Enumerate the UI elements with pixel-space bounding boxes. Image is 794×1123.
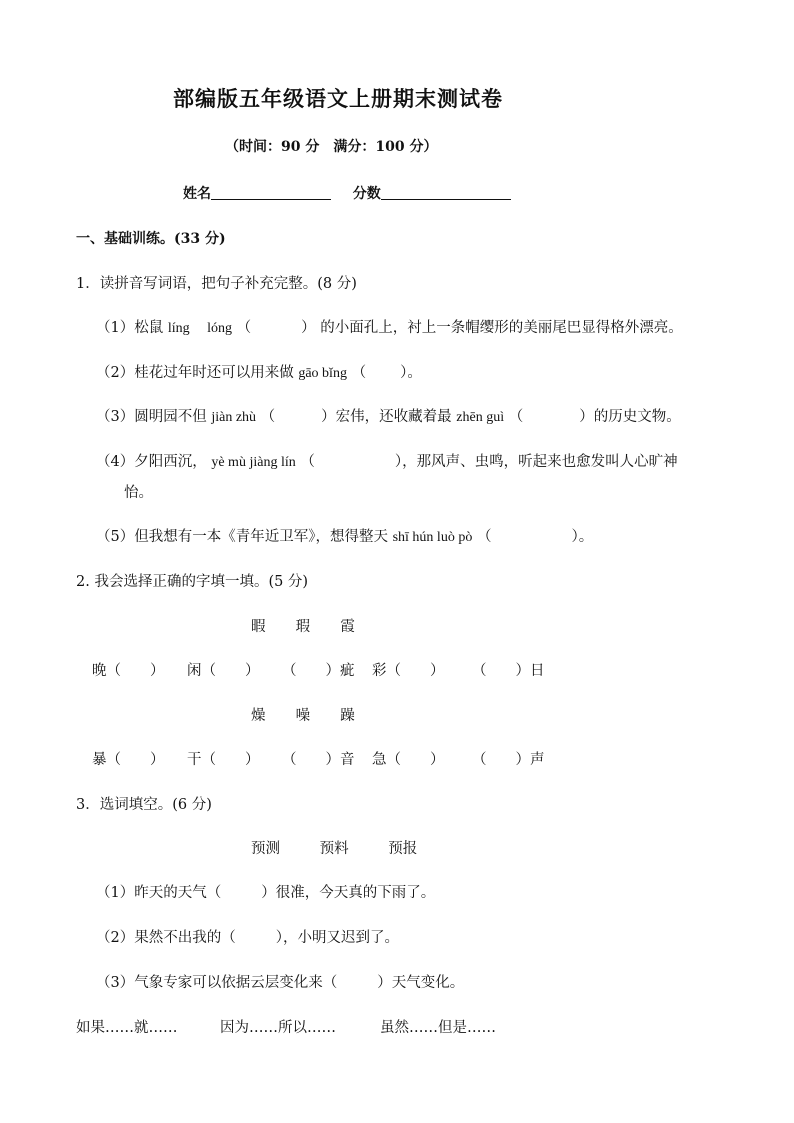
q1-item-3-pinyin: jiàn zhù xyxy=(211,410,257,425)
q2-blank[interactable]: 闲（ ） xyxy=(187,663,260,679)
q3-heading: 3．选词填空。(6 分) xyxy=(76,797,212,813)
q1-item-3-text: （3）圆明园不但 xyxy=(96,409,207,425)
q2-blank[interactable]: 彩（ ） xyxy=(372,663,445,679)
q3-item-2-text-end: ），小明又迟到了。 xyxy=(275,930,399,946)
q1-item-1-text: （1）松鼠 xyxy=(96,320,164,336)
q1-item-1-answer[interactable]: （ ） xyxy=(236,320,316,336)
q1-item-3-answer-2[interactable]: （ ） xyxy=(508,409,594,425)
q3-option: 预测 xyxy=(251,841,280,857)
q1-item-2-pinyin: gāo bǐng xyxy=(298,366,347,381)
q2-blank[interactable]: 急（ ） xyxy=(372,752,445,768)
q2-char: 噪 xyxy=(295,708,311,724)
q1-item-2-text-end: 。 xyxy=(407,365,422,381)
q2-char: 燥 xyxy=(251,708,266,724)
q1-item-1 xyxy=(96,316,683,337)
page-title: 部编版五年级语文上册期末测试卷 xyxy=(173,86,503,111)
section-heading: 一、基础训练。(33 分) xyxy=(76,231,226,247)
q1-item-2-text: （2）桂花过年时还可以用来做 xyxy=(96,365,294,381)
q1-item-3-answer-1[interactable]: （ ） xyxy=(260,409,336,425)
q3-item-2 xyxy=(96,926,399,947)
q2-char: 暇 xyxy=(251,619,266,635)
q3-item-1-text: （1）昨天的天气（ xyxy=(96,885,222,901)
q2-char: 瑕 xyxy=(295,619,311,635)
q3-option: 预料 xyxy=(319,841,349,857)
name-score-line xyxy=(183,183,511,203)
q1-heading: 1．读拼音写词语，把句子补充完整。(8 分) xyxy=(76,276,357,292)
q1-item-5 xyxy=(96,525,593,546)
q2-blank[interactable]: 暴（ ） xyxy=(92,752,165,768)
q1-item-1-pinyin: líng lóng xyxy=(167,321,233,336)
q2-blank[interactable]: （ ）声 xyxy=(472,752,545,768)
q2-blank[interactable]: （ ）日 xyxy=(472,663,545,679)
q1-item-2 xyxy=(96,361,422,382)
q2-group1-chars xyxy=(251,615,355,636)
score-blank[interactable] xyxy=(381,185,511,200)
q1-item-3-text-mid: 宏伟，还收藏着最 xyxy=(335,409,452,425)
q2-group2-chars xyxy=(251,704,355,725)
q3-option: 预报 xyxy=(388,841,418,857)
q1-item-4-text: （4）夕阳西沉， xyxy=(96,454,207,470)
q3-options xyxy=(251,837,417,858)
q2-blank[interactable]: （ ）音 xyxy=(282,752,355,768)
name-label: 姓名 xyxy=(183,186,211,202)
q3-item-1 xyxy=(96,881,435,902)
q2-blank[interactable]: 晚（ ） xyxy=(92,663,165,679)
q1-item-4-text-end: ，那风声、虫鸣，听起来也愈发叫人心旷神 xyxy=(402,454,678,470)
conjunction-option: 如果……就…… xyxy=(76,1020,178,1036)
q3-item-3-text: （3）气象专家可以依据云层变化来（ xyxy=(96,975,338,991)
name-blank[interactable] xyxy=(211,185,331,200)
q1-item-3-pinyin-2: zhēn guì xyxy=(456,410,505,425)
q1-item-1-text-end: 的小面孔上，衬上一条帽缨形的美丽尾巴显得格外漂亮。 xyxy=(320,320,683,336)
q2-blank[interactable]: 干（ ） xyxy=(187,752,260,768)
q1-item-5-pinyin: shī hún luò pò xyxy=(392,530,473,545)
conjunction-option: 因为……所以…… xyxy=(220,1020,336,1036)
q1-item-5-answer[interactable]: （ ） xyxy=(476,529,579,545)
q1-item-4-answer[interactable]: （ ） xyxy=(300,454,403,470)
q1-item-4-pinyin: yè mù jiàng lín xyxy=(211,455,296,470)
q2-heading: 2. 我会选择正确的字填一填。(5 分) xyxy=(76,574,309,590)
q1-item-4-continued: 怡。 xyxy=(124,485,153,501)
q1-item-2-answer[interactable]: （ ） xyxy=(351,365,408,381)
q2-blank[interactable]: （ ）疵 xyxy=(282,663,355,679)
score-label: 分数 xyxy=(352,186,381,202)
q3-item-1-text-end: ）很准，今天真的下雨了。 xyxy=(261,885,436,901)
q2-char: 霞 xyxy=(340,619,355,635)
q1-item-5-text: （5）但我想有一本《青年近卫军》，想得整天 xyxy=(96,529,388,545)
conjunction-option: 虽然……但是…… xyxy=(380,1020,496,1036)
q3-item-3 xyxy=(96,971,464,992)
q1-item-3-text-end: 的历史文物。 xyxy=(593,409,681,425)
exam-info: （时间：90 分 满分：100 分） xyxy=(225,139,438,155)
q1-item-3 xyxy=(96,405,681,426)
q3-item-3-text-end: ）天气变化。 xyxy=(377,975,465,991)
q2-char: 躁 xyxy=(340,708,355,724)
q1-item-4 xyxy=(96,450,678,471)
q1-item-5-text-end: 。 xyxy=(578,529,594,545)
q3-item-2-text: （2）果然不出我的（ xyxy=(96,930,236,946)
